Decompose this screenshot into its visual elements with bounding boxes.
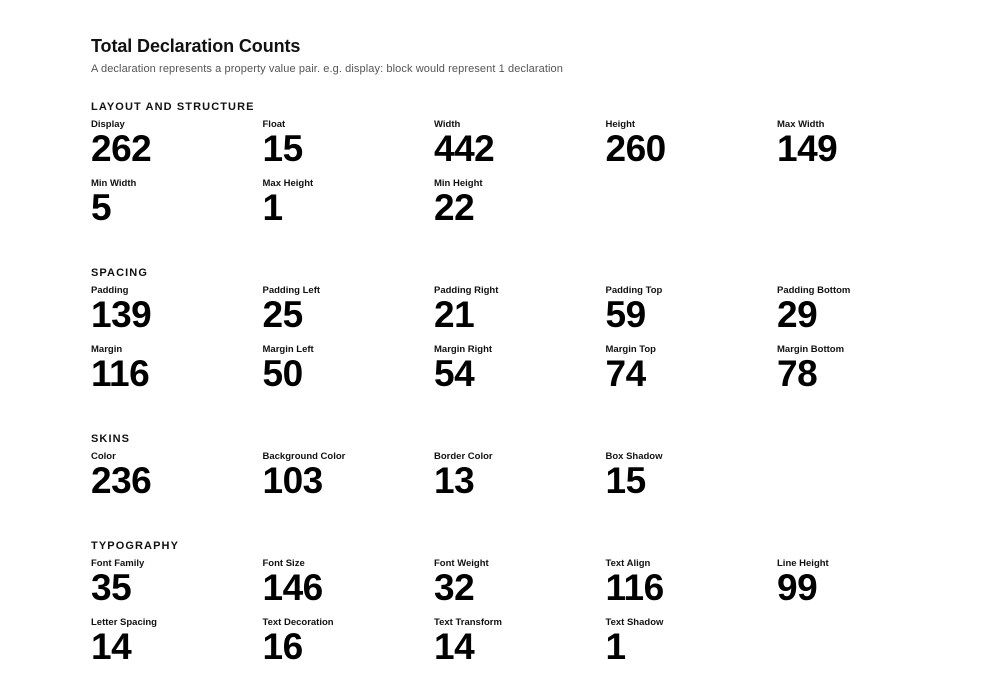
stat-value: 35 <box>91 567 132 608</box>
stat-font-size <box>263 558 435 617</box>
stat-label: Max Width <box>777 119 825 130</box>
stat-label: Background Color <box>262 451 346 462</box>
stat-padding <box>91 285 263 344</box>
stat-value: 103 <box>262 460 323 501</box>
stat-background-color <box>263 451 435 510</box>
stat-value: 59 <box>605 294 646 335</box>
stat-max-width <box>777 119 949 178</box>
stat-display <box>91 119 263 178</box>
stat-label: Margin Top <box>605 344 656 355</box>
stat-padding-left <box>263 285 435 344</box>
stat-margin-bottom <box>777 344 949 403</box>
stat-value: 262 <box>91 128 152 169</box>
stat-label: Margin <box>91 344 123 355</box>
stat-font-weight <box>434 558 606 617</box>
stat-value: 116 <box>91 353 150 394</box>
stat-value: 1 <box>262 187 283 228</box>
stat-box-shadow <box>606 451 778 510</box>
stat-padding-bottom <box>777 285 949 344</box>
stat-max-height <box>263 178 435 237</box>
stat-grid <box>91 285 951 403</box>
stat-value: 149 <box>777 128 838 169</box>
stat-label: Padding Bottom <box>777 285 851 296</box>
stat-label: Margin Right <box>434 344 493 355</box>
stat-grid <box>91 558 951 676</box>
section-heading: LAYOUT AND STRUCTURE <box>91 101 255 113</box>
stat-grid <box>91 119 951 237</box>
stat-value: 50 <box>262 353 303 394</box>
stat-value: 32 <box>434 567 475 608</box>
stat-grid <box>91 451 951 510</box>
stat-color <box>91 451 263 510</box>
stat-margin-top <box>606 344 778 403</box>
stat-text-decoration <box>263 617 435 676</box>
stat-label: Text Shadow <box>605 617 664 628</box>
stat-value: 21 <box>434 294 475 335</box>
stat-value: 54 <box>434 353 475 394</box>
stat-letter-spacing <box>91 617 263 676</box>
stat-value: 99 <box>777 567 818 608</box>
stat-line-height <box>777 558 949 617</box>
stat-value: 14 <box>91 626 132 667</box>
stat-min-width <box>91 178 263 237</box>
stat-label: Letter Spacing <box>91 617 157 628</box>
section-heading: SKINS <box>91 433 131 445</box>
stat-value: 13 <box>434 460 475 501</box>
stat-height <box>606 119 778 178</box>
stat-value: 236 <box>91 460 152 501</box>
stat-label: Padding <box>91 285 129 296</box>
stat-label: Text Align <box>605 558 651 569</box>
stat-label: Font Size <box>262 558 305 569</box>
stat-padding-top <box>606 285 778 344</box>
section-typography <box>91 540 951 676</box>
stat-label: Text Decoration <box>262 617 334 628</box>
stat-label: Text Transform <box>434 617 502 628</box>
stat-label: Width <box>434 119 461 130</box>
stat-label: Display <box>91 119 125 130</box>
stat-label: Font Weight <box>434 558 489 569</box>
stat-text-shadow <box>606 617 778 676</box>
stat-value: 22 <box>434 187 475 228</box>
stat-label: Border Color <box>434 451 493 462</box>
stat-value: 5 <box>91 187 112 228</box>
stat-value: 74 <box>605 353 646 394</box>
section-heading: TYPOGRAPHY <box>91 540 180 552</box>
stat-margin-left <box>263 344 435 403</box>
stat-padding-right <box>434 285 606 344</box>
stat-value: 1 <box>605 626 626 667</box>
stat-border-color <box>434 451 606 510</box>
section-spacing <box>91 267 951 403</box>
section-skins <box>91 433 951 510</box>
page-subtitle: A declaration represents a property value pair. e.g. display: block would represent 1 declaration <box>91 63 563 75</box>
stat-label: Min Width <box>91 178 137 189</box>
stat-label: Min Height <box>434 178 483 189</box>
stat-value: 116 <box>605 567 664 608</box>
stat-value: 25 <box>262 294 303 335</box>
stat-font-family <box>91 558 263 617</box>
stat-value: 15 <box>262 128 303 169</box>
stat-label: Line Height <box>777 558 829 569</box>
stat-value: 16 <box>262 626 303 667</box>
stat-label: Margin Bottom <box>777 344 845 355</box>
stat-value: 15 <box>605 460 646 501</box>
stat-value: 29 <box>777 294 818 335</box>
stat-value: 442 <box>434 128 495 169</box>
stat-label: Padding Left <box>262 285 321 296</box>
section-layout-and-structure <box>91 101 951 237</box>
stat-label: Color <box>91 451 116 462</box>
stat-min-height <box>434 178 606 237</box>
stat-value: 146 <box>262 567 323 608</box>
stat-value: 139 <box>91 294 152 335</box>
stat-float <box>263 119 435 178</box>
page-title: Total Declaration Counts <box>91 36 301 56</box>
section-heading: SPACING <box>91 267 149 279</box>
stat-value: 14 <box>434 626 475 667</box>
stat-value: 260 <box>605 128 666 169</box>
stat-width <box>434 119 606 178</box>
stat-label: Font Family <box>91 558 145 569</box>
stat-label: Margin Left <box>262 344 314 355</box>
stat-label: Padding Top <box>605 285 663 296</box>
stat-text-transform <box>434 617 606 676</box>
stat-value: 78 <box>777 353 818 394</box>
stat-margin <box>91 344 263 403</box>
stat-label: Height <box>605 119 636 130</box>
stat-label: Padding Right <box>434 285 499 296</box>
stat-label: Max Height <box>262 178 314 189</box>
stat-text-align <box>606 558 778 617</box>
stat-label: Box Shadow <box>605 451 663 462</box>
stat-label: Float <box>262 119 286 130</box>
stat-margin-right <box>434 344 606 403</box>
